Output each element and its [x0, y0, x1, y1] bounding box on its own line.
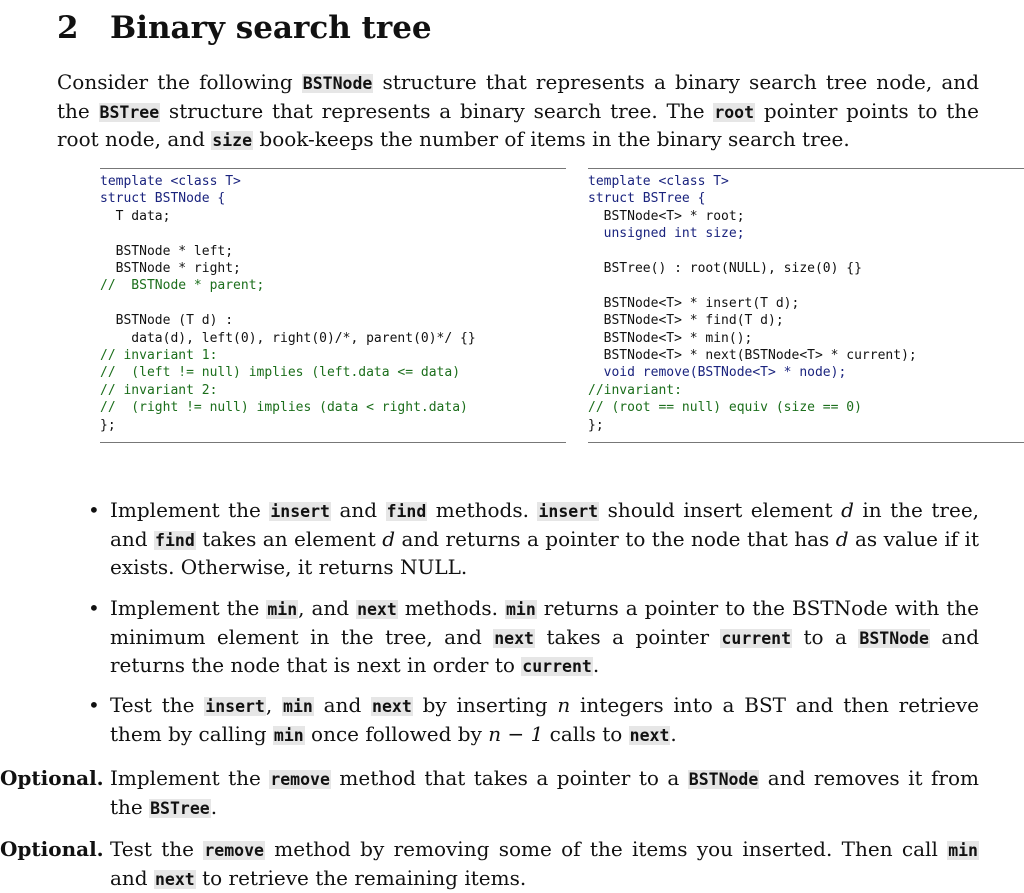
code-line: void remove(BSTNode<T> * node);	[588, 365, 847, 381]
code-line: BSTNode<T> * root;	[588, 208, 745, 224]
math-variable: d	[382, 526, 396, 551]
item-text: and	[313, 693, 372, 717]
item-text: method that takes a pointer to a	[330, 766, 688, 790]
inline-code: current	[721, 628, 792, 648]
item-text: and	[330, 498, 386, 522]
code-line: //invariant:	[588, 382, 682, 398]
inline-code: remove	[204, 841, 264, 860]
inline-code: remove	[270, 770, 330, 789]
math-variable: d	[841, 498, 854, 522]
item-text: as value if it exists. Otherwise, it returns NULL.	[110, 526, 979, 579]
item-text: .	[210, 794, 218, 819]
code-line: BSTNode<T> * min();	[588, 330, 753, 346]
item-text: .	[670, 721, 677, 746]
item-text: takes a pointer	[534, 624, 721, 649]
section-heading	[57, 10, 432, 46]
code-line: BSTNode * left;	[100, 243, 234, 259]
inline-code: BSTNode	[302, 74, 373, 93]
item-text: integers into a BST and then retrieve them by calling	[110, 693, 979, 746]
inline-code: find	[155, 530, 195, 550]
inline-code: insert	[205, 697, 265, 716]
item-text: and returns the node that is next in order to	[110, 624, 979, 677]
bullet-item	[88, 595, 979, 681]
item-text: method by removing some of the items you inserted. Then call	[264, 837, 948, 861]
inline-code: min	[267, 600, 298, 619]
code-line	[588, 243, 1024, 260]
item-text: methods.	[427, 498, 538, 522]
code-line: // invariant 2:	[100, 382, 218, 398]
code-listing-bstnode	[100, 168, 566, 443]
math-variable: n	[557, 693, 571, 717]
code-line: BSTNode (T d) :	[100, 313, 234, 329]
code-line: template <class T>	[588, 174, 729, 189]
code-line	[100, 295, 566, 312]
code-line: // (right != null) implies (data < right.data)	[100, 400, 468, 416]
code-block	[100, 173, 566, 434]
item-text: returns a pointer to the BSTNode with the minimum element in the tree, and	[110, 596, 979, 649]
code-line	[100, 225, 566, 242]
section-number: 2	[57, 10, 79, 46]
code-line: BSTNode * right;	[100, 261, 241, 277]
inline-code: min	[273, 725, 304, 745]
item-text: Implement the	[110, 498, 270, 522]
intro-text: structure that represents a binary search tree. The	[160, 98, 714, 123]
bullet-marker: •	[88, 693, 100, 717]
item-text: Implement the	[110, 596, 267, 620]
code-line: BSTree() : root(NULL), size(0) {}	[588, 261, 862, 277]
code-line	[588, 277, 1024, 294]
item-text: to retrieve the remaining items.	[195, 865, 527, 890]
inline-code: next	[154, 869, 195, 889]
inline-code: size	[212, 131, 253, 150]
section-title: Binary search tree	[110, 10, 432, 46]
item-text: Test the	[110, 693, 205, 717]
optional-item	[0, 836, 979, 893]
inline-code: next	[629, 725, 670, 745]
item-text: ,	[265, 693, 283, 717]
inline-code: find	[386, 502, 427, 521]
inline-code: BSTree	[150, 798, 210, 818]
inline-code: next	[494, 628, 534, 648]
inline-code: next	[372, 697, 412, 716]
intro-text: Consider the following	[57, 70, 302, 94]
code-line: };	[100, 417, 116, 433]
inline-code: BSTNode	[859, 628, 929, 648]
item-text: methods.	[397, 596, 505, 620]
math-variable: d	[835, 526, 849, 551]
code-line: BSTNode<T> * insert(T d);	[588, 295, 800, 311]
inline-code: BSTNode	[688, 770, 759, 789]
item-text: takes an element	[195, 526, 383, 551]
item-text: Implement the	[110, 766, 270, 790]
code-line: unsigned int size;	[588, 226, 745, 242]
item-text: calls to	[543, 721, 629, 746]
code-line: T data;	[100, 208, 171, 224]
bullet-marker: •	[88, 596, 100, 620]
item-text: , and	[298, 596, 357, 620]
bullet-item	[88, 692, 979, 749]
intro-text: structure that represents a binary search tree node, and the	[57, 70, 979, 123]
inline-code: min	[948, 841, 978, 860]
intro-text: book-keeps the number of items in the binary search tree.	[253, 127, 850, 151]
code-line: // (left != null) implies (left.data <= data)	[100, 365, 461, 381]
code-line: struct BSTNode {	[100, 191, 226, 207]
optional-item	[0, 765, 979, 822]
item-text: and	[110, 865, 154, 890]
item-text: by inserting	[412, 693, 558, 717]
bullet-marker: •	[88, 498, 100, 522]
optional-label: Optional.	[0, 766, 104, 790]
item-text: once followed by	[304, 721, 489, 746]
item-text: should insert element	[599, 498, 842, 522]
code-line: BSTNode<T> * find(T d);	[588, 313, 784, 329]
item-text: to a	[792, 624, 859, 649]
inline-code: min	[283, 697, 313, 716]
code-line: template <class T>	[100, 174, 241, 189]
item-text: in the tree, and	[110, 498, 980, 551]
intro-text: pointer points to the root node, and	[57, 98, 979, 151]
code-line: struct BSTree {	[588, 191, 706, 207]
bullet-item	[88, 497, 980, 581]
code-line: // BSTNode * parent;	[100, 278, 265, 294]
math-variable: n − 1	[488, 721, 544, 746]
inline-code: BSTree	[99, 102, 160, 122]
inline-code: min	[505, 600, 536, 619]
inline-code: next	[357, 600, 397, 619]
code-line: };	[588, 417, 604, 433]
inline-code: insert	[538, 502, 599, 521]
code-line: BSTNode<T> * next(BSTNode<T> * current);	[588, 348, 917, 364]
inline-code: current	[522, 657, 592, 676]
item-text: and returns a pointer to the node that has	[395, 526, 836, 551]
inline-code: root	[714, 102, 755, 122]
item-text: Test the	[110, 837, 204, 861]
item-text: and removes it from the	[110, 766, 979, 819]
code-block	[588, 173, 1024, 434]
inline-code: insert	[270, 502, 330, 521]
code-listing-bstree	[588, 168, 1024, 443]
optional-label: Optional.	[0, 837, 104, 861]
intro-paragraph	[57, 69, 979, 155]
code-line: // (root == null) equiv (size == 0)	[588, 400, 862, 416]
item-text: .	[592, 653, 600, 677]
code-line: // invariant 1:	[100, 348, 218, 364]
code-line: data(d), left(0), right(0)/*, parent(0)*/ {}	[100, 330, 476, 346]
